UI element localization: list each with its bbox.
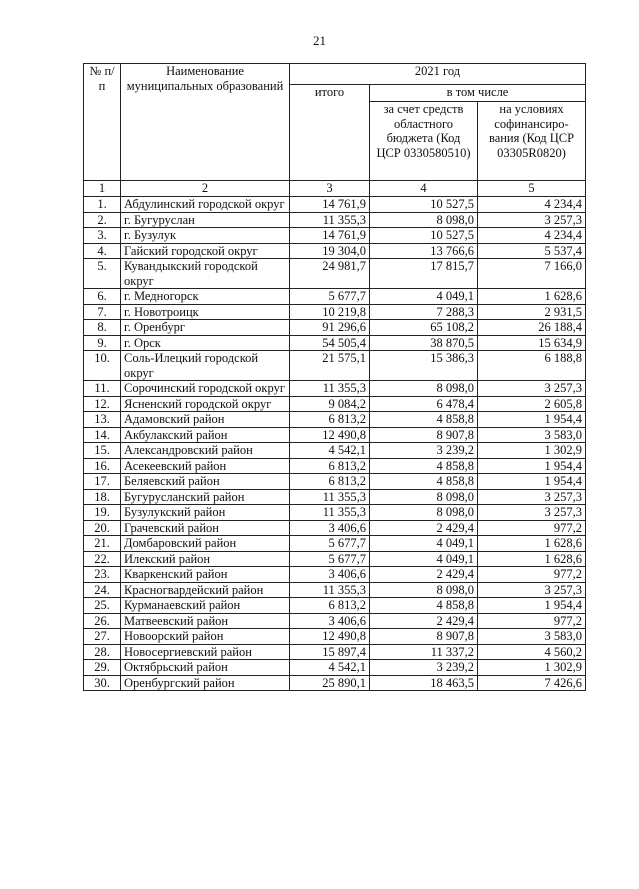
cofinancing-value: 2 931,5 (478, 304, 586, 320)
column-index: 2 (121, 181, 290, 197)
header-regional: за счет средств областного бюджета (Код ЦСР 0330580510) (370, 102, 478, 181)
row-number: 23. (84, 567, 121, 583)
table-row (84, 396, 586, 412)
row-number: 29. (84, 660, 121, 676)
regional-budget-value: 8 098,0 (370, 489, 478, 505)
total-value: 5 677,7 (290, 536, 370, 552)
cofinancing-value: 4 234,4 (478, 197, 586, 213)
municipality-name: Оренбургский район (121, 675, 290, 691)
municipality-name: Сорочинский городской округ (121, 381, 290, 397)
total-value: 14 761,9 (290, 228, 370, 244)
total-value: 11 355,3 (290, 489, 370, 505)
table-row (84, 567, 586, 583)
table-row (84, 660, 586, 676)
table-row (84, 381, 586, 397)
cofinancing-value: 3 257,3 (478, 381, 586, 397)
cofinancing-value: 7 166,0 (478, 259, 586, 289)
regional-budget-value: 2 429,4 (370, 520, 478, 536)
table-row (84, 613, 586, 629)
cofinancing-value: 15 634,9 (478, 335, 586, 351)
table-row (84, 629, 586, 645)
row-number: 11. (84, 381, 121, 397)
row-number: 3. (84, 228, 121, 244)
cofinancing-value: 977,2 (478, 613, 586, 629)
row-number: 20. (84, 520, 121, 536)
total-value: 6 813,2 (290, 598, 370, 614)
table-row (84, 505, 586, 521)
row-number: 13. (84, 412, 121, 428)
municipality-name: Беляевский район (121, 474, 290, 490)
row-number: 17. (84, 474, 121, 490)
total-value: 4 542,1 (290, 660, 370, 676)
regional-budget-value: 4 049,1 (370, 536, 478, 552)
municipality-name: Красногвардейский район (121, 582, 290, 598)
municipality-name: Грачевский район (121, 520, 290, 536)
cofinancing-value: 1 302,9 (478, 660, 586, 676)
regional-budget-value: 38 870,5 (370, 335, 478, 351)
cofinancing-value: 1 628,6 (478, 536, 586, 552)
row-number: 9. (84, 335, 121, 351)
regional-budget-value: 4 858,8 (370, 412, 478, 428)
regional-budget-value: 10 527,5 (370, 228, 478, 244)
municipality-name: Абдулинский городской округ (121, 197, 290, 213)
regional-budget-value: 8 907,8 (370, 427, 478, 443)
municipality-name: Домбаровский район (121, 536, 290, 552)
table-row (84, 598, 586, 614)
municipality-name: Илекский район (121, 551, 290, 567)
cofinancing-value: 3 257,3 (478, 212, 586, 228)
municipality-name: Новоорский район (121, 629, 290, 645)
cofinancing-value: 1 954,4 (478, 412, 586, 428)
row-number: 21. (84, 536, 121, 552)
table-row (84, 644, 586, 660)
table-row (84, 212, 586, 228)
column-index: 4 (370, 181, 478, 197)
column-index: 1 (84, 181, 121, 197)
total-value: 11 355,3 (290, 505, 370, 521)
header-cofinancing: на условиях софинансиро-вания (Код ЦСР 03305R0820) (478, 102, 586, 181)
municipality-name: Адамовский район (121, 412, 290, 428)
total-value: 6 813,2 (290, 412, 370, 428)
row-number: 30. (84, 675, 121, 691)
regional-budget-value: 4 049,1 (370, 289, 478, 305)
cofinancing-value: 4 234,4 (478, 228, 586, 244)
total-value: 3 406,6 (290, 567, 370, 583)
allocation-table (83, 63, 586, 691)
header-year: 2021 год (290, 64, 586, 85)
page-number: 21 (313, 33, 326, 48)
table-row (84, 197, 586, 213)
table-row (84, 520, 586, 536)
municipality-name: Акбулакский район (121, 427, 290, 443)
cofinancing-value: 5 537,4 (478, 243, 586, 259)
municipality-name: Кваркенский район (121, 567, 290, 583)
table-row (84, 582, 586, 598)
row-number: 15. (84, 443, 121, 459)
column-index: 5 (478, 181, 586, 197)
column-index: 3 (290, 181, 370, 197)
table-row (84, 458, 586, 474)
municipality-name: г. Бузулук (121, 228, 290, 244)
row-number: 1. (84, 197, 121, 213)
header-num: № п/п (84, 64, 121, 181)
row-number: 18. (84, 489, 121, 505)
cofinancing-value: 3 257,3 (478, 505, 586, 521)
table-row (84, 474, 586, 490)
table-row (84, 304, 586, 320)
regional-budget-value: 15 386,3 (370, 351, 478, 381)
total-value: 12 490,8 (290, 427, 370, 443)
total-value: 14 761,9 (290, 197, 370, 213)
cofinancing-value: 2 605,8 (478, 396, 586, 412)
total-value: 12 490,8 (290, 629, 370, 645)
row-number: 8. (84, 320, 121, 336)
table-row (84, 536, 586, 552)
row-number: 28. (84, 644, 121, 660)
municipality-name: Ясненский городской округ (121, 396, 290, 412)
total-value: 5 677,7 (290, 551, 370, 567)
cofinancing-value: 1 954,4 (478, 598, 586, 614)
total-value: 4 542,1 (290, 443, 370, 459)
row-number: 22. (84, 551, 121, 567)
municipality-name: г. Медногорск (121, 289, 290, 305)
total-value: 24 981,7 (290, 259, 370, 289)
municipality-name: Асекеевский район (121, 458, 290, 474)
table-row (84, 489, 586, 505)
municipality-name: Матвеевский район (121, 613, 290, 629)
table-row (84, 243, 586, 259)
total-value: 10 219,8 (290, 304, 370, 320)
regional-budget-value: 65 108,2 (370, 320, 478, 336)
cofinancing-value: 6 188,8 (478, 351, 586, 381)
total-value: 3 406,6 (290, 613, 370, 629)
cofinancing-value: 977,2 (478, 520, 586, 536)
cofinancing-value: 3 583,0 (478, 629, 586, 645)
table-row (84, 228, 586, 244)
table-row (84, 335, 586, 351)
header-including: в том числе (370, 85, 586, 102)
cofinancing-value: 4 560,2 (478, 644, 586, 660)
table-row (84, 289, 586, 305)
cofinancing-value: 3 257,3 (478, 489, 586, 505)
cofinancing-value: 1 954,4 (478, 458, 586, 474)
row-number: 12. (84, 396, 121, 412)
row-number: 7. (84, 304, 121, 320)
regional-budget-value: 3 239,2 (370, 660, 478, 676)
total-value: 15 897,4 (290, 644, 370, 660)
table-row (84, 443, 586, 459)
municipality-name: Соль-Илецкий городской округ (121, 351, 290, 381)
municipality-name: Новосергиевский район (121, 644, 290, 660)
table-row (84, 412, 586, 428)
municipality-name: г. Орск (121, 335, 290, 351)
table-row (84, 259, 586, 289)
municipality-name: Курманаевский район (121, 598, 290, 614)
cofinancing-value: 1 954,4 (478, 474, 586, 490)
regional-budget-value: 8 907,8 (370, 629, 478, 645)
table-row (84, 675, 586, 691)
cofinancing-value: 26 188,4 (478, 320, 586, 336)
cofinancing-value: 1 628,6 (478, 551, 586, 567)
cofinancing-value: 1 628,6 (478, 289, 586, 305)
row-number: 10. (84, 351, 121, 381)
total-value: 3 406,6 (290, 520, 370, 536)
row-number: 6. (84, 289, 121, 305)
regional-budget-value: 4 049,1 (370, 551, 478, 567)
regional-budget-value: 8 098,0 (370, 381, 478, 397)
total-value: 11 355,3 (290, 381, 370, 397)
table-row (84, 320, 586, 336)
regional-budget-value: 4 858,8 (370, 474, 478, 490)
table-row (84, 427, 586, 443)
total-value: 6 813,2 (290, 474, 370, 490)
municipality-name: Гайский городской округ (121, 243, 290, 259)
municipality-name: г. Бугуруслан (121, 212, 290, 228)
municipality-name: Бузулукский район (121, 505, 290, 521)
header-name: Наименование муниципальных образований (121, 64, 290, 181)
total-value: 19 304,0 (290, 243, 370, 259)
total-value: 91 296,6 (290, 320, 370, 336)
regional-budget-value: 6 478,4 (370, 396, 478, 412)
row-number: 14. (84, 427, 121, 443)
municipality-name: г. Оренбург (121, 320, 290, 336)
municipality-name: Александровский район (121, 443, 290, 459)
cofinancing-value: 3 583,0 (478, 427, 586, 443)
column-index-row (84, 181, 586, 197)
header-total: итого (290, 85, 370, 181)
cofinancing-value: 977,2 (478, 567, 586, 583)
total-value: 25 890,1 (290, 675, 370, 691)
row-number: 5. (84, 259, 121, 289)
total-value: 5 677,7 (290, 289, 370, 305)
cofinancing-value: 3 257,3 (478, 582, 586, 598)
regional-budget-value: 13 766,6 (370, 243, 478, 259)
regional-budget-value: 17 815,7 (370, 259, 478, 289)
row-number: 27. (84, 629, 121, 645)
row-number: 4. (84, 243, 121, 259)
total-value: 11 355,3 (290, 582, 370, 598)
regional-budget-value: 2 429,4 (370, 567, 478, 583)
regional-budget-value: 4 858,8 (370, 458, 478, 474)
row-number: 19. (84, 505, 121, 521)
table-row (84, 551, 586, 567)
row-number: 25. (84, 598, 121, 614)
regional-budget-value: 8 098,0 (370, 582, 478, 598)
row-number: 16. (84, 458, 121, 474)
municipality-name: Октябрьский район (121, 660, 290, 676)
regional-budget-value: 8 098,0 (370, 505, 478, 521)
cofinancing-value: 7 426,6 (478, 675, 586, 691)
row-number: 2. (84, 212, 121, 228)
municipality-name: Кувандыкский городской округ (121, 259, 290, 289)
regional-budget-value: 3 239,2 (370, 443, 478, 459)
total-value: 6 813,2 (290, 458, 370, 474)
cofinancing-value: 1 302,9 (478, 443, 586, 459)
regional-budget-value: 8 098,0 (370, 212, 478, 228)
municipality-name: Бугурусланский район (121, 489, 290, 505)
total-value: 21 575,1 (290, 351, 370, 381)
total-value: 9 084,2 (290, 396, 370, 412)
regional-budget-value: 18 463,5 (370, 675, 478, 691)
regional-budget-value: 4 858,8 (370, 598, 478, 614)
regional-budget-value: 2 429,4 (370, 613, 478, 629)
table-row (84, 351, 586, 381)
total-value: 11 355,3 (290, 212, 370, 228)
row-number: 26. (84, 613, 121, 629)
regional-budget-value: 10 527,5 (370, 197, 478, 213)
municipality-name: г. Новотроицк (121, 304, 290, 320)
regional-budget-value: 11 337,2 (370, 644, 478, 660)
total-value: 54 505,4 (290, 335, 370, 351)
row-number: 24. (84, 582, 121, 598)
regional-budget-value: 7 288,3 (370, 304, 478, 320)
